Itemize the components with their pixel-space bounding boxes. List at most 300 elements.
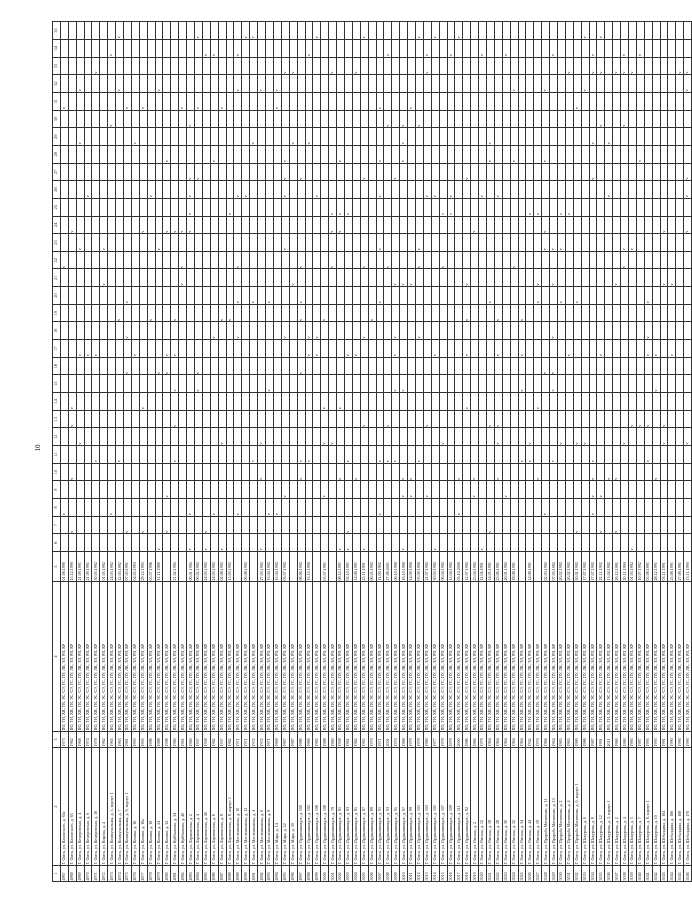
mark-cell — [258, 145, 266, 163]
mark-cell — [400, 22, 408, 40]
mark-cell — [479, 57, 487, 75]
year-cell: 1978 — [439, 732, 447, 748]
mark-cell — [502, 357, 510, 375]
mark-cell: v — [68, 463, 76, 481]
mark-cell — [621, 304, 629, 322]
mark-cell — [250, 499, 258, 517]
mark-cell — [321, 446, 329, 464]
mark-cell — [510, 234, 518, 252]
mark-cell — [684, 463, 692, 481]
mark-cell — [60, 110, 68, 128]
mark-cell — [439, 128, 447, 146]
mark-cell: v — [297, 304, 305, 322]
mark-cell — [68, 322, 76, 340]
mark-cell: v — [534, 198, 542, 216]
mark-cell — [605, 251, 613, 269]
mark-cell — [636, 446, 644, 464]
mark-cell — [368, 75, 376, 93]
mark-cell — [297, 128, 305, 146]
mark-cell — [455, 234, 463, 252]
mark-cell: v — [494, 304, 502, 322]
mark-cell: v — [644, 340, 652, 358]
mark-cell — [518, 57, 526, 75]
date-cell: 15.03.1992 — [226, 552, 234, 582]
mark-cell — [250, 145, 258, 163]
date-cell: 05.07.1991 — [321, 552, 329, 582]
mark-cell — [116, 251, 124, 269]
table-row — [392, 22, 400, 882]
mark-cell — [313, 92, 321, 110]
mark-cell — [368, 110, 376, 128]
mark-cell — [392, 181, 400, 199]
mark-cell — [400, 198, 408, 216]
date-cell: 08.06.1992 — [297, 552, 305, 582]
mark-cell — [565, 216, 573, 234]
mark-cell: v — [360, 534, 368, 552]
mark-cell — [518, 499, 526, 517]
column-header: 2 — [53, 748, 61, 866]
mark-cell — [84, 393, 92, 411]
mark-cell: v — [281, 163, 289, 181]
mark-cell — [431, 499, 439, 517]
mark-cell — [415, 375, 423, 393]
mark-cell — [187, 234, 195, 252]
mark-cell — [297, 22, 305, 40]
mark-cell — [368, 340, 376, 358]
table-row — [605, 22, 613, 882]
mark-cell — [684, 393, 692, 411]
services-cell: ПО, ТН, ХВ, ГВ, ЭС, СЭ, ГС, ПУ, ЛК, ЭЛ, РП, КР — [518, 582, 526, 732]
mark-cell — [676, 304, 684, 322]
date-cell: 23.04.1992 — [471, 552, 479, 582]
mark-cell — [423, 145, 431, 163]
mark-cell: v — [195, 375, 203, 393]
year-cell: 1962 — [100, 732, 108, 748]
mark-cell: v — [100, 269, 108, 287]
mark-cell — [250, 198, 258, 216]
mark-cell — [76, 269, 84, 287]
mark-cell: v — [573, 516, 581, 534]
mark-cell — [502, 198, 510, 216]
mark-cell — [131, 57, 139, 75]
column-header: 24 — [53, 216, 61, 234]
mark-cell — [605, 357, 613, 375]
mark-cell — [179, 393, 187, 411]
mark-cell — [60, 304, 68, 322]
mark-cell — [652, 393, 660, 411]
mark-cell — [392, 304, 400, 322]
mark-cell — [621, 128, 629, 146]
mark-cell: v — [486, 145, 494, 163]
mark-cell — [108, 251, 116, 269]
mark-cell — [84, 304, 92, 322]
mark-cell — [124, 446, 132, 464]
mark-cell — [510, 163, 518, 181]
mark-cell — [408, 428, 416, 446]
mark-cell — [526, 216, 534, 234]
services-cell: ПО, ТН, ХВ, ГВ, ЭС, СЭ, ГС, ПУ, ЛК, ЭЛ, РП, КР — [408, 582, 416, 732]
mark-cell — [305, 234, 313, 252]
mark-cell: v — [431, 340, 439, 358]
mark-cell — [116, 357, 124, 375]
services-cell: ПО, ТН, ХВ, ГВ, ЭС, СЭ, ГС, ПУ, ЛК, ЭЛ, РП, КР — [116, 582, 124, 732]
mark-cell: v — [337, 393, 345, 411]
mark-cell — [321, 340, 329, 358]
mark-cell: v — [423, 481, 431, 499]
mark-cell — [321, 92, 329, 110]
mark-cell — [392, 75, 400, 93]
mark-cell — [502, 128, 510, 146]
mark-cell — [68, 75, 76, 93]
mark-cell — [344, 39, 352, 57]
mark-cell — [439, 357, 447, 375]
mark-cell — [415, 39, 423, 57]
year-cell: 1988 — [155, 732, 163, 748]
mark-cell: v — [581, 75, 589, 93]
mark-cell — [289, 375, 297, 393]
mark-cell — [471, 181, 479, 199]
mark-cell — [100, 463, 108, 481]
year-cell: 1972 — [258, 732, 266, 748]
year-cell: 1972 — [250, 732, 258, 748]
mark-cell — [455, 163, 463, 181]
mark-cell — [131, 251, 139, 269]
table-row — [360, 22, 368, 882]
year-cell: 2000 — [455, 732, 463, 748]
mark-cell — [447, 92, 455, 110]
mark-cell — [384, 499, 392, 517]
mark-cell — [108, 198, 116, 216]
mark-cell — [329, 516, 337, 534]
mark-cell: v — [337, 534, 345, 552]
services-cell: ПО, ТН, ХВ, ГВ, ЭС, СЭ, ГС, ПУ, ЛК, ЭЛ, РП, КР — [313, 582, 321, 732]
table-row — [344, 22, 352, 882]
mark-cell — [329, 163, 337, 181]
mark-cell — [313, 410, 321, 428]
mark-cell: v — [360, 322, 368, 340]
mark-cell — [471, 516, 479, 534]
mark-cell — [542, 322, 550, 340]
year-cell: 1970 — [534, 732, 542, 748]
table-row — [676, 22, 684, 882]
services-cell: ПО, ТН, ХВ, ГВ, ЭС, СЭ, ГС, ПУ, ЛК, ЭЛ, РП, КР — [573, 582, 581, 732]
mark-cell — [329, 22, 337, 40]
year-cell: 1962 — [210, 732, 218, 748]
mark-cell: v — [210, 499, 218, 517]
table-row — [68, 22, 76, 882]
mark-cell — [629, 393, 637, 411]
mark-cell — [266, 216, 274, 234]
mark-cell — [155, 22, 163, 40]
mark-cell — [242, 499, 250, 517]
column-header: 19 — [53, 304, 61, 322]
mark-cell — [629, 216, 637, 234]
mark-cell — [305, 269, 313, 287]
services-cell: ПО, ТН, ХВ, ГВ, ЭС, СЭ, ГС, ПУ, ЛК, ЭЛ, РП, КР — [684, 582, 692, 732]
mark-cell: v — [376, 287, 384, 305]
date-cell: 13.12.1990 — [305, 552, 313, 582]
page-number: 10 — [34, 444, 42, 452]
mark-cell — [447, 234, 455, 252]
address-cell: Г. Омск, ул. Омская, д. 32 — [510, 748, 518, 866]
address-cell: Г. Омск, ул. Коммунальная, д. 5, корпус 1 — [108, 748, 116, 866]
mark-cell — [518, 92, 526, 110]
address-cell: Г. Омск, ул. Шакурова, д. 4 — [621, 748, 629, 866]
mark-cell — [179, 75, 187, 93]
mark-cell — [368, 22, 376, 40]
mark-cell: v — [565, 57, 573, 75]
mark-cell — [218, 163, 226, 181]
mark-cell — [652, 446, 660, 464]
mark-cell: v — [621, 234, 629, 252]
date-cell: 14.05.1991 — [486, 552, 494, 582]
mark-cell — [392, 357, 400, 375]
mark-cell — [597, 428, 605, 446]
mark-cell: v — [116, 304, 124, 322]
mark-cell — [542, 128, 550, 146]
mark-cell: v — [344, 446, 352, 464]
address-cell: Г. Омск, ул. Орджоникидзе, д. 99 — [408, 748, 416, 866]
mark-cell — [573, 75, 581, 93]
mark-cell — [273, 163, 281, 181]
mark-cell — [163, 428, 171, 446]
column-header: 25 — [53, 198, 61, 216]
mark-cell — [84, 163, 92, 181]
mark-cell — [526, 534, 534, 552]
date-cell: 15.04.1992 — [447, 552, 455, 582]
row-number-cell: 5028 — [542, 866, 550, 882]
mark-cell — [494, 446, 502, 464]
mark-cell — [242, 516, 250, 534]
mark-cell — [621, 499, 629, 517]
mark-cell — [337, 499, 345, 517]
mark-cell — [376, 463, 384, 481]
mark-cell — [234, 375, 242, 393]
mark-cell — [684, 481, 692, 499]
mark-cell — [439, 269, 447, 287]
mark-cell — [668, 39, 676, 57]
mark-cell — [329, 110, 337, 128]
mark-cell — [613, 393, 621, 411]
date-cell: 17.07.1992 — [581, 552, 589, 582]
mark-cell — [581, 375, 589, 393]
mark-cell — [565, 128, 573, 146]
mark-cell — [147, 92, 155, 110]
mark-cell — [179, 516, 187, 534]
mark-cell — [455, 216, 463, 234]
mark-cell: v — [534, 393, 542, 411]
date-cell: 01.08.1990 — [60, 552, 68, 582]
mark-cell — [660, 499, 668, 517]
mark-cell — [258, 57, 266, 75]
mark-cell — [210, 22, 218, 40]
mark-cell: v — [558, 234, 566, 252]
mark-cell — [281, 110, 289, 128]
mark-cell — [258, 22, 266, 40]
mark-cell — [305, 393, 313, 411]
mark-cell — [124, 269, 132, 287]
mark-cell — [644, 251, 652, 269]
mark-cell — [636, 269, 644, 287]
mark-cell — [281, 428, 289, 446]
mark-cell — [116, 110, 124, 128]
mark-cell: v — [68, 410, 76, 428]
mark-cell — [289, 216, 297, 234]
mark-cell — [573, 251, 581, 269]
mark-cell: v — [344, 534, 352, 552]
mark-cell — [321, 463, 329, 481]
mark-cell — [234, 145, 242, 163]
mark-cell — [408, 534, 416, 552]
services-cell: ПО, ТН, ХВ, ГВ, ЭС, СЭ, ГС, ПУ, ЛК, ЭЛ, РП, КР — [676, 582, 684, 732]
services-cell: ПО, ТН, ХВ, ГВ, ЭС, СЭ, ГС, ПУ, ЛК, ЭЛ, РП, КР — [360, 582, 368, 732]
mark-cell — [455, 304, 463, 322]
mark-cell: v — [155, 534, 163, 552]
mark-cell — [486, 340, 494, 358]
mark-cell — [652, 481, 660, 499]
mark-cell: v — [486, 516, 494, 534]
mark-cell — [329, 269, 337, 287]
address-cell: Г. Омск, ул. Орджоникидзе, д. 108 — [321, 748, 329, 866]
address-cell: Г. Омск, ул. Орджоникидзе, д. 93 — [384, 748, 392, 866]
mark-cell — [502, 181, 510, 199]
mark-cell — [423, 287, 431, 305]
services-cell: ПО, ТН, ХВ, ГВ, ЭС, СЭ, ГС, ПУ, ЛК, ЭЛ, РП, КР — [542, 582, 550, 732]
mark-cell — [108, 463, 116, 481]
mark-cell — [60, 128, 68, 146]
address-cell: Г. Омск, ул. Омская, д. 18 — [486, 748, 494, 866]
mark-cell — [337, 481, 345, 499]
mark-cell: v — [644, 446, 652, 464]
year-cell: 1964 — [502, 732, 510, 748]
mark-cell — [218, 39, 226, 57]
mark-cell — [131, 216, 139, 234]
mark-cell: v — [494, 340, 502, 358]
mark-cell — [644, 216, 652, 234]
mark-cell — [597, 357, 605, 375]
table-row — [321, 22, 329, 882]
services-cell: ПО, ТН, ХВ, ГВ, ЭС, СЭ, ГС, ПУ, ЛК, ЭЛ, РП, КР — [163, 582, 171, 732]
mark-cell — [415, 92, 423, 110]
mark-cell — [179, 340, 187, 358]
mark-cell — [471, 393, 479, 411]
mark-cell: v — [305, 446, 313, 464]
mark-cell — [581, 234, 589, 252]
mark-cell — [202, 75, 210, 93]
mark-cell — [163, 322, 171, 340]
mark-cell — [518, 110, 526, 128]
mark-cell — [179, 234, 187, 252]
mark-cell — [226, 57, 234, 75]
mark-cell — [281, 128, 289, 146]
mark-cell — [636, 304, 644, 322]
mark-cell — [471, 75, 479, 93]
mark-cell — [534, 410, 542, 428]
mark-cell — [68, 92, 76, 110]
mark-cell — [486, 357, 494, 375]
mark-cell — [360, 234, 368, 252]
mark-cell — [542, 375, 550, 393]
mark-cell — [644, 428, 652, 446]
mark-cell — [131, 357, 139, 375]
mark-cell — [60, 269, 68, 287]
mark-cell — [116, 375, 124, 393]
mark-cell: v — [621, 39, 629, 57]
mark-cell — [684, 499, 692, 517]
mark-cell — [329, 463, 337, 481]
mark-cell — [392, 463, 400, 481]
mark-cell — [463, 110, 471, 128]
mark-cell — [68, 251, 76, 269]
mark-cell — [573, 410, 581, 428]
mark-cell — [384, 357, 392, 375]
year-cell: 1983 — [629, 732, 637, 748]
mark-cell — [305, 357, 313, 375]
mark-cell — [636, 499, 644, 517]
row-number-cell: 5030 — [558, 866, 566, 882]
mark-cell — [202, 216, 210, 234]
table-row — [305, 22, 313, 882]
mark-cell: v — [226, 198, 234, 216]
services-cell: ПО, ТН, ХВ, ГВ, ЭС, СЭ, ГС, ПУ, ЛК, ЭЛ, РП, КР — [155, 582, 163, 732]
table-row — [455, 22, 463, 882]
column-header: 22 — [53, 251, 61, 269]
mark-cell: v — [202, 534, 210, 552]
mark-cell — [494, 375, 502, 393]
mark-cell — [337, 428, 345, 446]
mark-cell: v — [408, 481, 416, 499]
mark-cell — [415, 534, 423, 552]
mark-cell — [486, 304, 494, 322]
mark-cell — [605, 92, 613, 110]
mark-cell — [621, 375, 629, 393]
row-number-cell: 4991 — [250, 866, 258, 882]
mark-cell: v — [202, 516, 210, 534]
mark-cell — [668, 446, 676, 464]
mark-cell — [329, 234, 337, 252]
table-row — [281, 22, 289, 882]
row-number-cell: 4973 — [108, 866, 116, 882]
date-cell: 05.08.1991 — [644, 552, 652, 582]
mark-cell — [415, 463, 423, 481]
mark-cell — [155, 304, 163, 322]
mark-cell — [502, 463, 510, 481]
date-cell: 21.09.1991 — [76, 552, 84, 582]
mark-cell — [542, 251, 550, 269]
mark-cell — [147, 128, 155, 146]
row-number-cell: 5044 — [668, 866, 676, 882]
mark-cell — [360, 128, 368, 146]
table-row — [621, 22, 629, 882]
mark-cell — [360, 340, 368, 358]
mark-cell: v — [321, 393, 329, 411]
mark-cell — [439, 322, 447, 340]
mark-cell — [684, 357, 692, 375]
mark-cell — [629, 110, 637, 128]
table-row — [597, 22, 605, 882]
year-cell: 1958 — [202, 732, 210, 748]
mark-cell — [273, 393, 281, 411]
mark-cell — [408, 234, 416, 252]
mark-cell — [636, 287, 644, 305]
mark-cell — [629, 128, 637, 146]
mark-cell — [463, 516, 471, 534]
table-row — [502, 22, 510, 882]
mark-cell: v — [573, 428, 581, 446]
mark-cell — [455, 92, 463, 110]
mark-cell — [431, 375, 439, 393]
mark-cell — [321, 198, 329, 216]
